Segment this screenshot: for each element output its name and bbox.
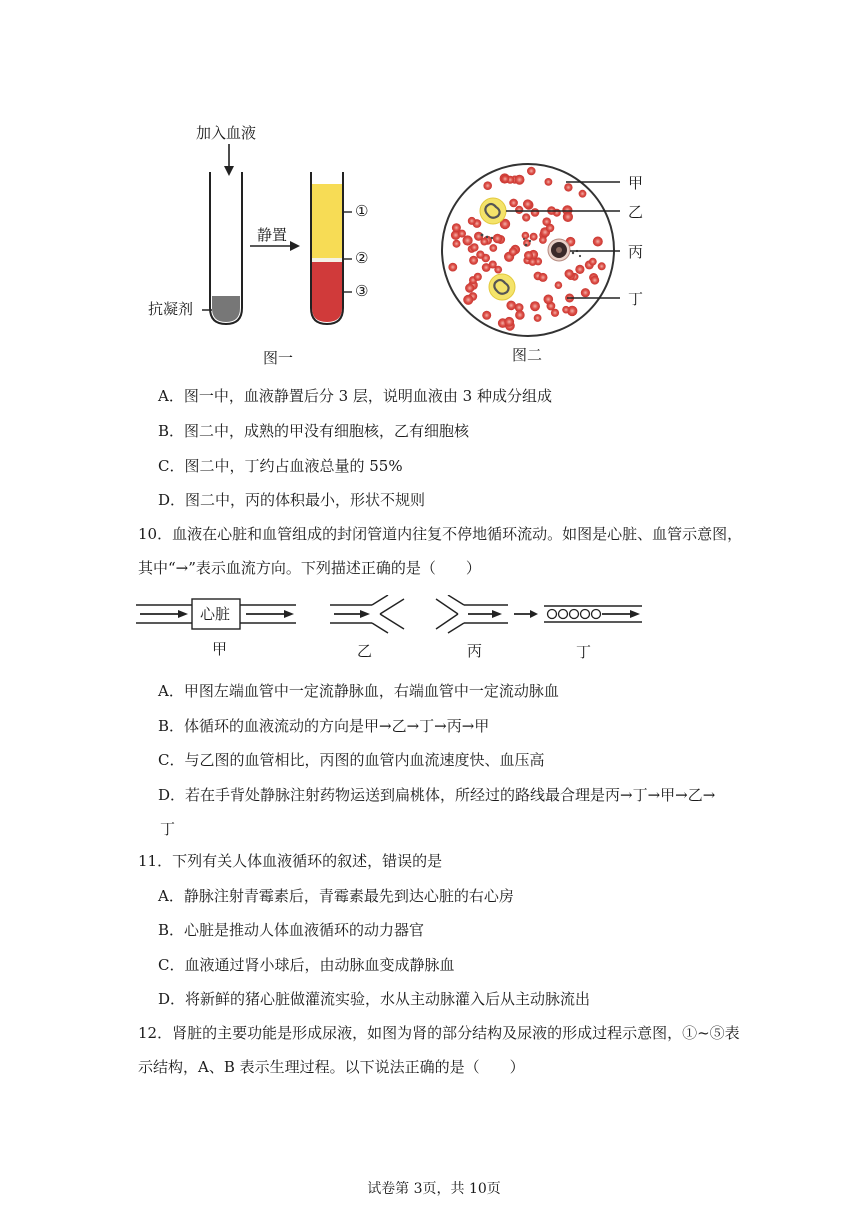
red-blood-cell — [555, 281, 563, 289]
red-blood-cell — [515, 175, 525, 185]
q10-option-d-continued: 丁 — [160, 820, 176, 838]
heart-label: 心脏 — [200, 605, 231, 623]
figure-2-caption: 图二 — [512, 346, 543, 364]
blood-smear-diagram — [440, 155, 620, 345]
flow-arrow-icon — [360, 610, 370, 618]
flow-arrow-icon — [630, 610, 640, 618]
red-blood-cell — [509, 199, 518, 208]
q10-option-c: C．与乙图的血管相比，丙图的血管内血流速度快、血压高 — [158, 751, 545, 769]
layer-1-label: ① — [355, 202, 369, 220]
flow-arrow-icon — [178, 610, 188, 618]
red-blood-cell — [463, 295, 473, 305]
white-blood-cell-2 — [489, 274, 515, 300]
red-blood-cell — [564, 183, 572, 191]
q11-option-c: C．血液通过肾小球后，由动脉血变成静脉血 — [158, 956, 455, 974]
right-arrow-icon — [290, 241, 300, 251]
red-blood-cell — [506, 301, 516, 311]
red-blood-cell — [493, 234, 502, 243]
red-blood-cell — [453, 240, 461, 248]
red-blood-cell — [522, 213, 530, 221]
vessel-label-ding: 丁 — [576, 643, 592, 661]
red-blood-cell — [579, 190, 587, 198]
red-blood-cell — [534, 314, 542, 322]
red-blood-cell — [501, 175, 509, 183]
q9-option-c: C．图二中，丁约占血液总量的 55% — [158, 457, 403, 475]
lymphocyte — [548, 239, 570, 261]
q10-option-d: D．若在手背处静脉注射药物运送到扁桃体，所经过的路线最合理是丙→丁→甲→乙→ — [158, 786, 716, 804]
jia-label: 甲 — [628, 174, 644, 192]
down-arrow-icon — [224, 166, 234, 176]
anticoagulant-fill — [212, 296, 240, 322]
vessel-label-jia: 甲 — [212, 640, 228, 658]
red-blood-cell — [515, 310, 525, 320]
red-blood-cell — [523, 199, 532, 208]
ding-label: 丁 — [628, 290, 644, 308]
red-blood-cell — [452, 223, 461, 232]
red-blood-cell — [480, 238, 488, 246]
red-blood-cell — [531, 208, 540, 217]
red-blood-cell — [530, 301, 540, 311]
layer-2-label: ② — [355, 249, 369, 267]
layer-3-label: ③ — [355, 282, 369, 300]
red-blood-cell — [524, 251, 533, 260]
red-blood-cell — [563, 212, 573, 222]
q9-option-b: B．图二中，成熟的甲没有细胞核，乙有细胞核 — [158, 422, 470, 440]
q9-option-a: A．图一中，血液静置后分 3 层，说明血液由 3 种成分组成 — [158, 387, 552, 405]
red-blood-cell — [515, 206, 523, 214]
q12-stem-line-1: 12．肾脏的主要功能是形成尿液，如图为肾的部分结构及尿液的形成过程示意图，①~⑤表 — [138, 1024, 740, 1042]
red-blood-cell — [581, 288, 590, 297]
red-blood-cell — [598, 262, 606, 270]
yi-label: 乙 — [628, 203, 644, 221]
red-blood-cell — [482, 311, 491, 320]
q11-stem: 11．下列有关人体血液循环的叙述，错误的是 — [138, 852, 443, 870]
red-blood-cell — [544, 295, 554, 305]
vessel-bing — [436, 595, 508, 633]
q11-option-a: A．静脉注射青霉素后，青霉素最先到达心脏的右心房 — [158, 887, 514, 905]
red-blood-cell — [476, 251, 484, 259]
vessel-ding — [514, 606, 642, 622]
red-blood-cell — [590, 276, 599, 285]
vessel-yi — [330, 595, 404, 633]
buffy-coat-layer — [312, 258, 342, 262]
plasma-layer — [312, 184, 342, 260]
red-blood-cell — [504, 317, 514, 327]
stand-label: 静置 — [257, 226, 288, 244]
q9-option-d: D．图二中，丙的体积最小，形状不规则 — [158, 491, 426, 509]
flow-arrow-icon — [492, 610, 502, 618]
flow-arrow-icon — [530, 610, 538, 618]
red-blood-cell — [474, 273, 482, 281]
red-blood-cell — [545, 178, 553, 186]
red-blood-cell — [539, 273, 548, 282]
q10-stem-line-1: 10．血液在心脏和血管组成的封闭管道内往复不停地循环流动。如图是心脏、血管示意图， — [138, 525, 743, 543]
q11-option-d: D．将新鲜的猪心脏做灌流实验，水从主动脉灌入后从主动脉流出 — [158, 990, 591, 1008]
red-blood-cell — [522, 232, 530, 240]
red-blood-cell — [565, 269, 574, 278]
q10-stem-line-2: 其中“→”表示血流方向。下列描述正确的是（ ） — [138, 559, 481, 577]
red-blood-cell — [562, 306, 570, 314]
q11-option-b: B．心脏是推动人体血液循环的动力器官 — [158, 921, 425, 939]
red-blood-cell — [470, 243, 478, 251]
red-blood-cell — [530, 233, 538, 241]
flow-arrow-icon — [284, 610, 294, 618]
red-blood-cell — [593, 237, 603, 247]
red-blood-cell — [539, 236, 547, 244]
q10-option-a: A．甲图左端血管中一定流静脉血，右端血管中一定流动脉血 — [158, 682, 559, 700]
bing-label: 丙 — [628, 243, 644, 261]
red-blood-cell — [527, 167, 536, 176]
rbc-layer — [312, 262, 342, 322]
q12-stem-line-2: 示结构，A、B 表示生理过程。以下说法正确的是（ ） — [138, 1058, 525, 1076]
vessel-label-yi: 乙 — [357, 642, 373, 660]
red-blood-cell — [546, 224, 554, 232]
white-blood-cell-1 — [480, 198, 506, 224]
red-blood-cell — [575, 265, 584, 274]
anticoagulant-label: 抗凝剂 — [148, 300, 194, 318]
q10-option-b: B．体循环的血液流动的方向是甲→乙→丁→丙→甲 — [158, 717, 490, 735]
page-footer: 试卷第 3页，共 10页 — [367, 1181, 501, 1197]
red-blood-cell — [509, 247, 518, 256]
red-blood-cell — [469, 256, 478, 265]
red-blood-cell — [494, 266, 502, 274]
red-blood-cell — [448, 263, 457, 272]
red-blood-cell — [489, 244, 497, 252]
red-blood-cell — [589, 258, 597, 266]
red-blood-cell — [468, 217, 476, 225]
figure-1-caption: 图一 — [263, 349, 294, 367]
vessel-label-bing: 丙 — [467, 642, 483, 660]
red-blood-cell — [483, 181, 492, 190]
red-blood-cell — [465, 284, 474, 293]
add-blood-label: 加入血液 — [196, 124, 257, 142]
